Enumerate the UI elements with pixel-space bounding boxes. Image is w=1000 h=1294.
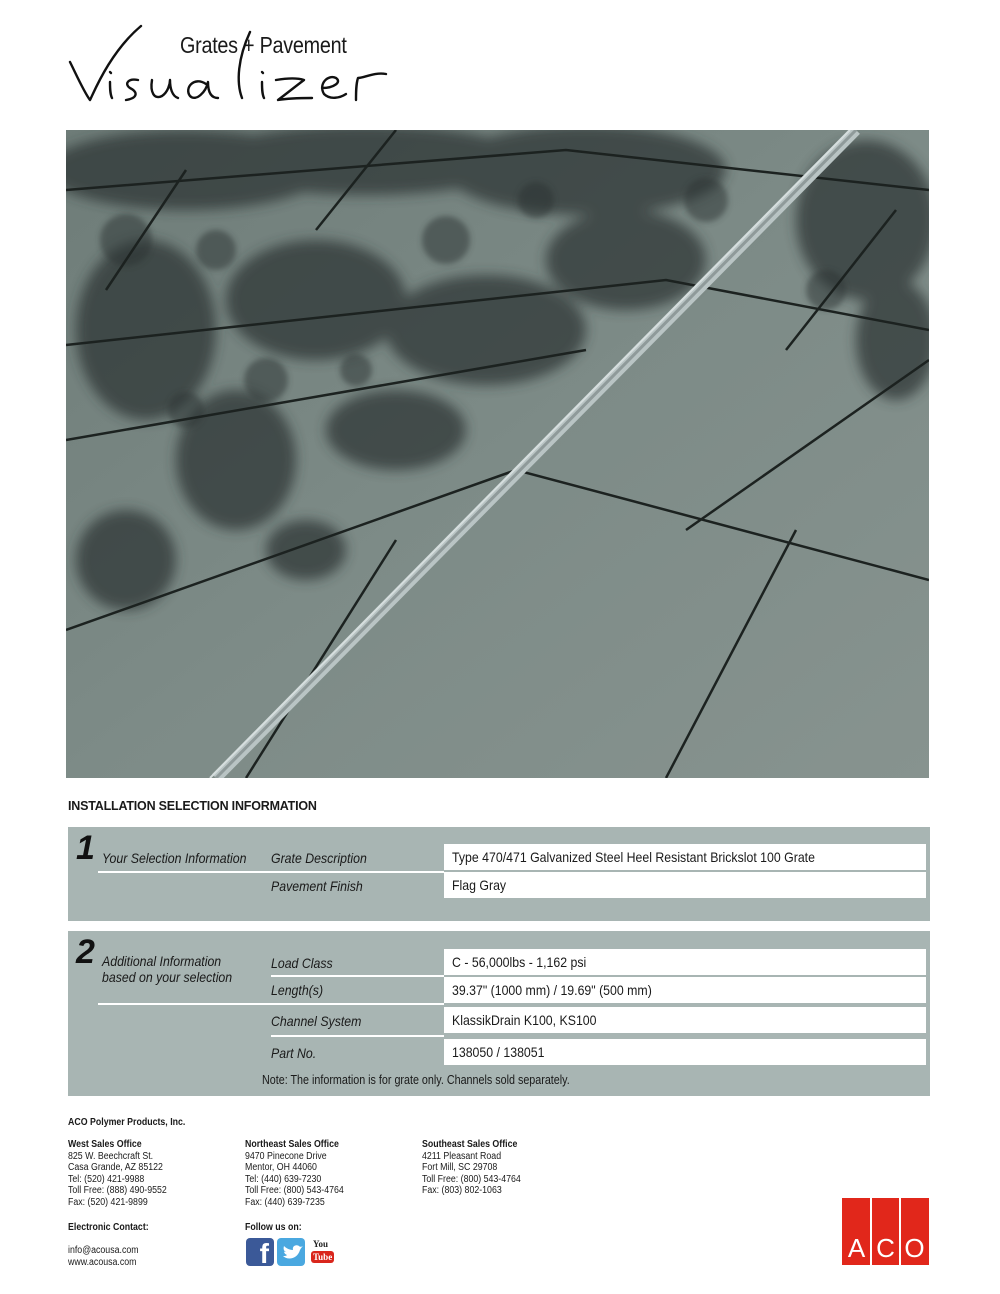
logo-subtitle: Grates + Pavement	[180, 32, 347, 58]
lengths-value: 39.37" (1000 mm) / 19.69" (500 mm)	[452, 982, 652, 998]
divider	[98, 871, 444, 873]
facebook-glyph: f	[259, 1238, 269, 1266]
office-line: 825 W. Beechcraft St.	[68, 1150, 154, 1162]
youtube-tube-badge: Tube	[313, 1252, 333, 1262]
office-line: Toll Free: (888) 490-9552	[68, 1185, 167, 1197]
additional-info-panel	[68, 931, 930, 1096]
grate-note: Note: The information is for grate only. Channels sold separately.	[262, 1073, 570, 1087]
channel-system-field	[444, 1007, 926, 1033]
office-line: 4211 Pleasant Road	[422, 1150, 502, 1162]
aco-letter: C	[876, 1233, 895, 1263]
contact-email-link[interactable]: info@acousa.com	[68, 1245, 139, 1256]
southeast-sales-office	[422, 1139, 521, 1197]
office-line: Fort Mill, SC 29708	[422, 1162, 498, 1174]
section-heading: INSTALLATION SELECTION INFORMATION	[68, 799, 317, 813]
office-line: Fax: (440) 639-7235	[245, 1196, 325, 1208]
electronic-contact-heading: Electronic Contact:	[68, 1222, 149, 1233]
lengths-field	[444, 977, 926, 1003]
divider	[98, 1003, 444, 1005]
facebook-icon[interactable]	[246, 1238, 274, 1266]
office-heading: Southeast Sales Office	[422, 1139, 518, 1150]
website-link[interactable]: www.acousa.com	[68, 1257, 137, 1268]
northeast-sales-office	[245, 1139, 344, 1209]
office-heading: Northeast Sales Office	[245, 1139, 339, 1150]
channel-system-value: KlassikDrain K100, KS100	[452, 1012, 597, 1028]
step-number-1: 1	[76, 829, 95, 867]
youtube-you-text: You	[313, 1239, 329, 1249]
divider	[271, 975, 444, 977]
load-class-value: C - 56,000lbs - 1,162 psi	[452, 954, 587, 970]
selection-info-panel	[68, 827, 930, 921]
aco-letter: O	[904, 1233, 925, 1263]
label-part-no: Part No.	[271, 1045, 317, 1061]
load-class-field	[444, 949, 926, 975]
west-sales-office	[68, 1139, 167, 1209]
youtube-icon[interactable]	[308, 1238, 336, 1266]
office-line: Toll Free: (800) 543-4764	[245, 1185, 344, 1197]
panel-title-line2: based on your selection	[102, 969, 233, 985]
follow-us-heading: Follow us on:	[245, 1222, 302, 1233]
company-name: ACO Polymer Products, Inc.	[68, 1117, 186, 1128]
label-pavement-finish: Pavement Finish	[271, 878, 363, 894]
office-line: Toll Free: (800) 543-4764	[422, 1173, 521, 1185]
label-channel-system: Channel System	[271, 1013, 362, 1029]
visualizer-logo	[66, 22, 396, 118]
office-line: Tel: (520) 421-9988	[68, 1173, 145, 1185]
label-lengths: Length(s)	[271, 982, 324, 998]
part-no-field	[444, 1039, 926, 1065]
aco-letter: A	[847, 1233, 866, 1263]
office-heading: West Sales Office	[68, 1139, 142, 1150]
office-line: Mentor, OH 44060	[245, 1162, 317, 1174]
office-line: Tel: (440) 639-7230	[245, 1173, 322, 1185]
twitter-icon[interactable]	[277, 1238, 305, 1266]
panel-title: Your Selection Information	[102, 850, 247, 866]
pavement-finish-value: Flag Gray	[452, 877, 507, 893]
grate-description-value: Type 470/471 Galvanized Steel Heel Resistant Brickslot 100 Grate	[452, 849, 815, 865]
office-line: 9470 Pinecone Drive	[245, 1150, 327, 1162]
panel-title-line1: Additional Information	[102, 953, 222, 969]
label-grate-description: Grate Description	[271, 850, 367, 866]
divider	[271, 1035, 444, 1037]
office-line: Fax: (520) 421-9899	[68, 1196, 148, 1208]
twitter-bird-icon	[277, 1238, 305, 1266]
office-line: Fax: (803) 802-1063	[422, 1185, 502, 1197]
part-no-value: 138050 / 138051	[452, 1044, 545, 1060]
office-line: Casa Grande, AZ 85122	[68, 1162, 163, 1174]
label-load-class: Load Class	[271, 955, 333, 971]
grate-description-field	[444, 844, 926, 870]
hero-pavement-photo	[66, 130, 929, 778]
step-number-2: 2	[76, 933, 95, 971]
aco-logo-text	[842, 1233, 929, 1264]
pavement-finish-field	[444, 872, 926, 898]
